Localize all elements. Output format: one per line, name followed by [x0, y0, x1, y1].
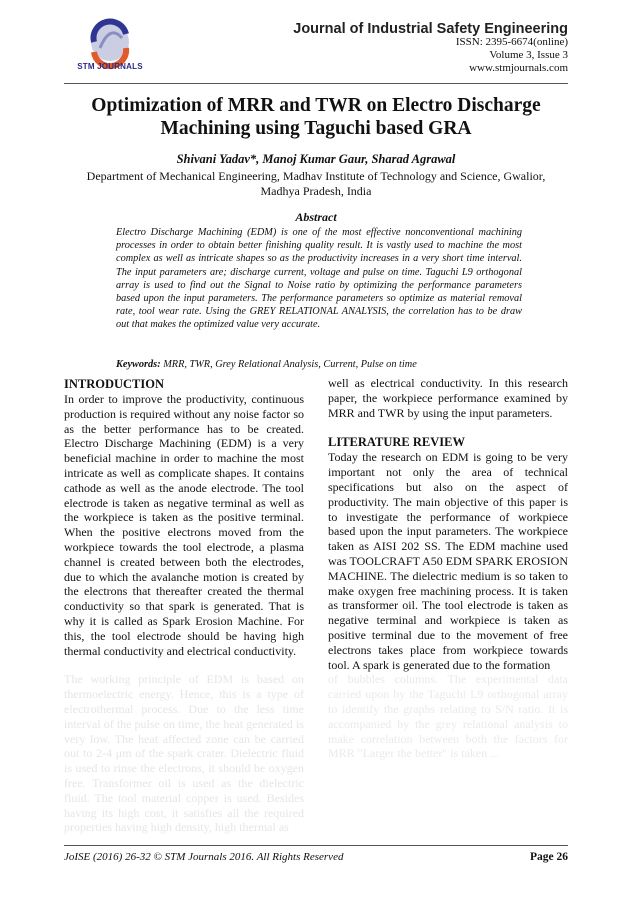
right-column	[328, 376, 568, 761]
volume-issue: Volume 3, Issue 3	[489, 49, 568, 61]
keywords-label: Keywords:	[116, 359, 161, 370]
page-number: Page 26	[529, 851, 568, 863]
introduction-heading: INTRODUCTION	[64, 377, 165, 391]
title-line-2: Machining using Taguchi based GRA	[160, 118, 472, 139]
literature-review-paragraph: Today the research on EDM is going to be very important not only the area of technical specifications but also on the aspect of productivity. The main objective of this paper is to investigate the performance of workpiece based upon the input parameters. The workpiece taken as AISI 202 SS. The EDM machine used was TOOLCRAFT A50 EDM SPARK EROSION MACHINE. The dielectric medium is so taken to make oxygen free machining process. It is taken as transformer oil. The tool electrode is taken as negative terminal and workpiece is taken as positive terminal due to the movement of free electrons takes place from workpiece towards tool. A spark is generated due to the formation	[328, 450, 568, 672]
header-rule	[64, 83, 568, 84]
paper-title	[64, 94, 568, 140]
left-column	[64, 376, 304, 835]
journal-header	[293, 22, 568, 75]
issn: ISSN: 2395-6674(online)	[455, 36, 568, 48]
footer-citation: JoISE (2016) 26-32 © STM Journals 2016. All Rights Reserved	[64, 851, 344, 863]
journal-website[interactable]: www.stmjournals.com	[469, 62, 568, 74]
affiliation-line-2: Madhya Pradesh, India	[260, 184, 372, 198]
abstract-heading: Abstract	[295, 210, 337, 224]
affiliation-line-1: Department of Mechanical Engineering, Madhav Institute of Technology and Science, Gwalior,	[86, 169, 546, 183]
continuation-paragraph: well as electrical conductivity. In this research paper, the workpiece performance examined by MRR and TWR by using the input parameters.	[328, 376, 568, 420]
abstract-text: Electro Discharge Machining (EDM) is one of the most effective nonconventional machining processes in order to obtain better finishing quality result. It is vastly used to machine the most complex as well as intricate shapes so as the productivity increases in a very short time interval. The input parameters are; discharge current, voltage and pulse on time. Taguchi L9 orthogonal array is used to find out the Signal to Noise ratio by optimizing the performance parameters based upon the input parameters. The performance parameters so optimize as material removal rate, tool wear rate. Using the GREY RELATIONAL ANALYSIS, the correlation has to be draw out that makes the optimized value very accurate.	[116, 227, 522, 331]
literature-review-heading: LITERATURE REVIEW	[328, 435, 465, 450]
introduction-paragraph: In order to improve the productivity, continuous production is required without any noise factor so as the better performance has to be created. Electro Discharge Machining (EDM) is a very beneficial machine in order to machine the most intricate as well as complicate shapes. It contains cathode as well as the anode electrode. The tool electrode is taken as negative terminal as well as the workpiece is taken as the positive terminal. When the positive electrons moved from the workpiece towards the tool electrode, a plasma channel is created between both the electrodes, due to which the avalanche motion is created by the electrons that thereafter created the thermal conductivity so that spark is generated. That is why it is called as Spark Erosion Machine. For this, the tool electrode should be having high thermal conductivity and electrical conductivity.	[64, 392, 304, 658]
logo-text: STM JOURNALS	[77, 62, 143, 71]
literature-faded-paragraph: of bubbles columns. The experimental data carried upon by the Taguchi L9 orthogonal array to identify the graphs relating to S/N ratio. It is accompanied by the grey relational analysis to make correlation between both the factors for MRR "Larger the better" is taken ...	[328, 672, 568, 761]
introduction-faded-paragraph: The working principle of EDM is based on thermoelectric energy. Hence, this is a type of electrothermal process. Due to the less time interval of the pulse on time, the heat generated is very low. The heat affected zone can be carried out to 2-4 μm of the spark crater. Dielectric fluid is used to rinse the electrons, it should be oxygen free. Transformer oil is used as the dielectric fluid. The tool material copper is used. Besides having its high cost, it satisfies all the required properties having high density, high thermal as	[64, 672, 304, 835]
title-line-1: Optimization of MRR and TWR on Electro Discharge	[91, 95, 541, 116]
journal-name: Journal of Industrial Safety Engineering	[293, 21, 568, 37]
keywords	[116, 359, 536, 370]
footer-rule	[64, 845, 568, 846]
authors: Shivani Yadav*, Manoj Kumar Gaur, Sharad Agrawal	[176, 152, 456, 166]
keywords-list: MRR, TWR, Grey Relational Analysis, Current, Pulse on time	[163, 359, 417, 370]
affiliation	[60, 169, 572, 199]
